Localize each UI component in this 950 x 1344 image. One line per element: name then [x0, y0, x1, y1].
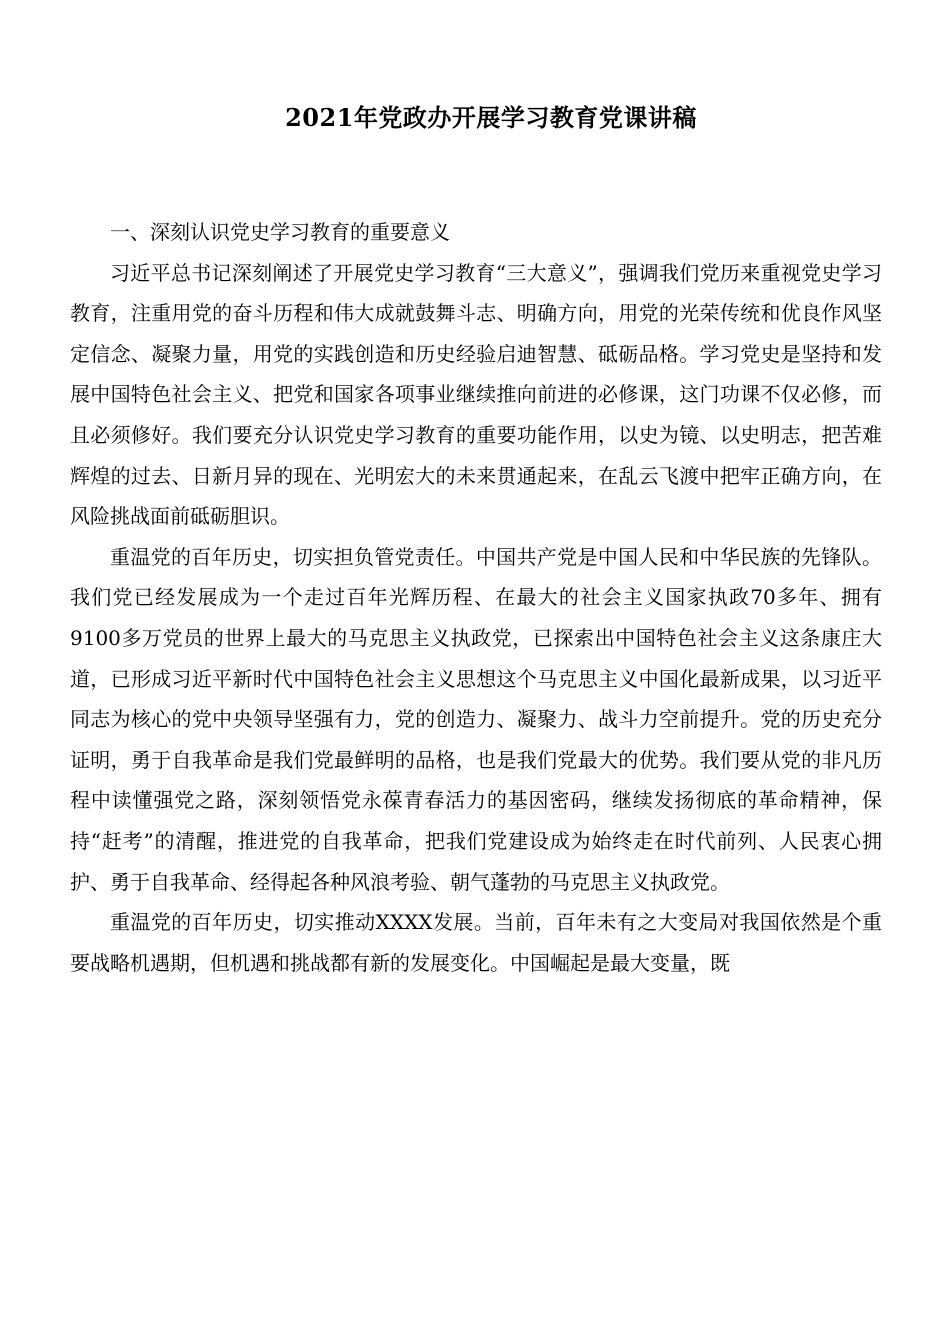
document-title: 2021年党政办开展学习教育党课讲稿	[285, 103, 697, 132]
paragraph: 重温党的百年历史，切实推动XXXX发展。当前，百年未有之大变局对我国依然是个重要战略机遇期，但机遇和挑战都有新的发展变化。中国崛起是最大变量，既	[70, 910, 882, 975]
paragraph: 重温党的百年历史，切实担负管党责任。中国共产党是中国人民和中华民族的先锋队。我们党已经发展成为一个走过百年光辉历程、在最大的社会主义国家执政70多年、拥有9100多万党员的世界上最大的马克思主义执政党，已探索出中国特色社会主义这条康庄大道，已形成习近平新时代中国特色社会主义思想这个马克思主义中国化最新成果，以习近平同志为核心的党中央领导坚强有力，党的创造力、凝聚力、战斗力空前提升。党的历史充分证明，勇于自我革命是我们党最鲜明的品格，也是我们党最大的优势。我们要从党的非凡历程中读懂强党之路，深刻领悟党永葆青春活力的基因密码，继续发扬彻底的革命精神，保持“赶考”的清醒，推进党的自我革命，把我们党建设成为始终走在时代前列、人民衷心拥护、勇于自我革命、经得起各种风浪考验、朝气蓬勃的马克思主义执政党。	[70, 544, 882, 894]
paragraph: 习近平总书记深刻阐述了开展党史学习教育“三大意义”，强调我们党历来重视党史学习教育，注重用党的奋斗历程和伟大成就鼓舞斗志、明确方向，用党的光荣传统和优良作风坚定信念、凝聚力量，用党的实践创造和历史经验启迪智慧、砥砺品格。学习党史是坚持和发展中国特色社会主义、把党和国家各项事业继续推向前进的必修课，这门功课不仅必修，而且必须修好。我们要充分认识党史学习教育的重要功能作用，以史为镜、以史明志，把苦难辉煌的过去、日新月异的现在、光明宏大的未来贯通起来，在乱云飞渡中把牢正确方向，在风险挑战面前砥砺胆识。	[70, 260, 882, 529]
document-body	[70, 212, 882, 983]
section-heading: 一、深刻认识党史学习教育的重要意义	[110, 220, 450, 244]
